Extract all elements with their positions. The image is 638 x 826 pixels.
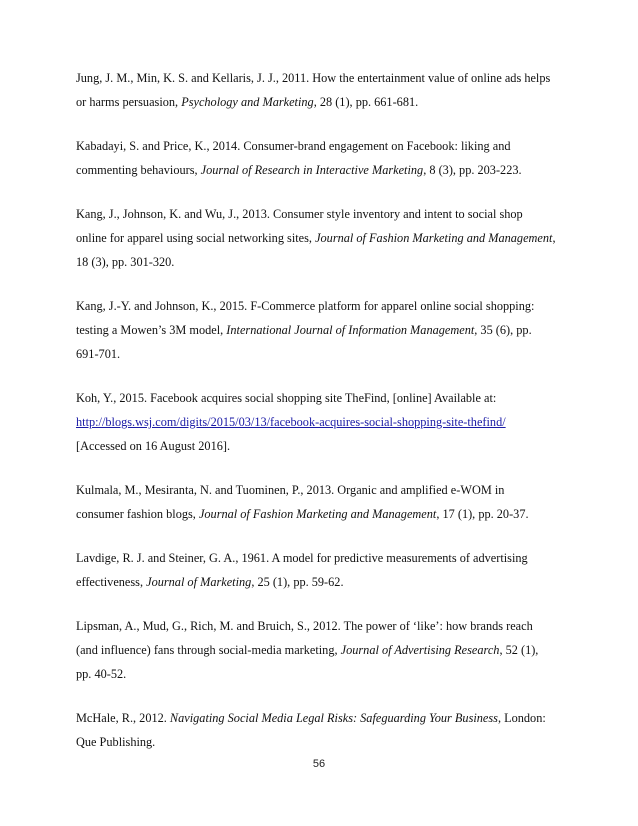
reference-line bbox=[76, 134, 576, 158]
reference-source-title: Journal of Marketing bbox=[146, 575, 252, 589]
reference-entry bbox=[76, 546, 576, 594]
reference-text: Lipsman, A., Mud, G., Rich, M. and Bruich, S., 2012. The power of ‘like’: how brands reach bbox=[76, 619, 533, 633]
reference-entry bbox=[76, 294, 576, 366]
reference-text: Kabadayi, S. and Price, K., 2014. Consumer-brand engagement on Facebook: liking and bbox=[76, 139, 511, 153]
reference-line bbox=[76, 342, 576, 366]
reference-source-title: Journal of Fashion Marketing and Management bbox=[315, 231, 553, 245]
reference-text: McHale, R., 2012. bbox=[76, 711, 170, 725]
reference-line bbox=[76, 546, 576, 570]
reference-text: pp. 40-52. bbox=[76, 667, 127, 681]
reference-source-title: Journal of Advertising Research bbox=[340, 643, 500, 657]
reference-entry bbox=[76, 478, 576, 526]
reference-line bbox=[76, 318, 576, 342]
reference-text: online for apparel using social networking sites, bbox=[76, 231, 316, 245]
reference-text: , London: bbox=[497, 711, 546, 725]
reference-text: effectiveness, bbox=[76, 575, 147, 589]
reference-source-title: Journal of Fashion Marketing and Management bbox=[198, 507, 437, 521]
reference-text: Kang, J.-Y. and Johnson, K., 2015. F-Commerce platform for apparel online social shopping: bbox=[76, 299, 535, 313]
reference-entry bbox=[76, 386, 576, 458]
reference-entry bbox=[76, 66, 576, 114]
reference-line bbox=[76, 66, 576, 90]
reference-text: (and influence) fans through social-media marketing, bbox=[76, 643, 341, 657]
reference-line bbox=[76, 434, 576, 458]
reference-text: testing a Mowen’s 3M model, bbox=[76, 323, 227, 337]
reference-text: 691-701. bbox=[76, 347, 121, 361]
reference-text: Jung, J. M., Min, K. S. and Kellaris, J. J., 2011. How the entertainment value of online ads helps bbox=[76, 71, 551, 85]
reference-text: Que Publishing. bbox=[76, 735, 156, 749]
reference-text: , 8 (3), pp. 203-223. bbox=[423, 163, 522, 177]
reference-line bbox=[76, 294, 576, 318]
reference-text: , 25 (1), pp. 59-62. bbox=[251, 575, 344, 589]
reference-text: [Accessed on 16 August 2016]. bbox=[76, 439, 231, 453]
reference-text: , 28 (1), pp. 661-681. bbox=[313, 95, 419, 109]
reference-text: or harms persuasion, bbox=[76, 95, 182, 109]
reference-entry bbox=[76, 202, 576, 274]
reference-line bbox=[76, 158, 576, 182]
reference-line bbox=[76, 202, 576, 226]
reference-text: Lavdige, R. J. and Steiner, G. A., 1961. A model for predictive measurements of advertising bbox=[76, 551, 528, 565]
reference-text: , bbox=[552, 231, 556, 245]
reference-text: consumer fashion blogs, bbox=[76, 507, 199, 521]
reference-line bbox=[76, 570, 576, 594]
reference-line bbox=[76, 614, 576, 638]
reference-url-link[interactable]: http://blogs.wsj.com/digits/2015/03/13/facebook-acquires-social-shopping-site-thefind/ bbox=[76, 415, 506, 429]
reference-source-title: Psychology and Marketing bbox=[181, 95, 314, 109]
reference-text: Kulmala, M., Mesiranta, N. and Tuominen, P., 2013. Organic and amplified e-WOM in bbox=[76, 483, 505, 497]
reference-line bbox=[76, 386, 576, 410]
reference-text: , 35 (6), pp. bbox=[474, 323, 532, 337]
reference-list bbox=[76, 66, 576, 774]
reference-text: 18 (3), pp. 301-320. bbox=[76, 255, 175, 269]
reference-entry bbox=[76, 614, 576, 686]
page-number: 56 bbox=[312, 758, 326, 770]
reference-source-title: Navigating Social Media Legal Risks: Safeguarding Your Business bbox=[169, 711, 498, 725]
reference-line bbox=[76, 410, 576, 434]
reference-line bbox=[76, 662, 576, 686]
reference-source-title: Journal of Research in Interactive Marketing bbox=[200, 163, 424, 177]
reference-line bbox=[76, 478, 576, 502]
reference-line bbox=[76, 90, 576, 114]
reference-line bbox=[76, 502, 576, 526]
reference-text: , 17 (1), pp. 20-37. bbox=[436, 507, 529, 521]
reference-line bbox=[76, 730, 576, 754]
reference-line bbox=[76, 638, 576, 662]
reference-entry bbox=[76, 134, 576, 182]
reference-entry bbox=[76, 706, 576, 754]
reference-source-title: International Journal of Information Management bbox=[226, 323, 475, 337]
reference-text: commenting behaviours, bbox=[76, 163, 201, 177]
reference-text: Koh, Y., 2015. Facebook acquires social shopping site TheFind, [online] Available at: bbox=[76, 391, 497, 405]
reference-line bbox=[76, 250, 576, 274]
reference-text: , 52 (1), bbox=[499, 643, 539, 657]
reference-line bbox=[76, 226, 576, 250]
reference-line bbox=[76, 706, 576, 730]
reference-text: Kang, J., Johnson, K. and Wu, J., 2013. Consumer style inventory and intent to social shop bbox=[76, 207, 523, 221]
